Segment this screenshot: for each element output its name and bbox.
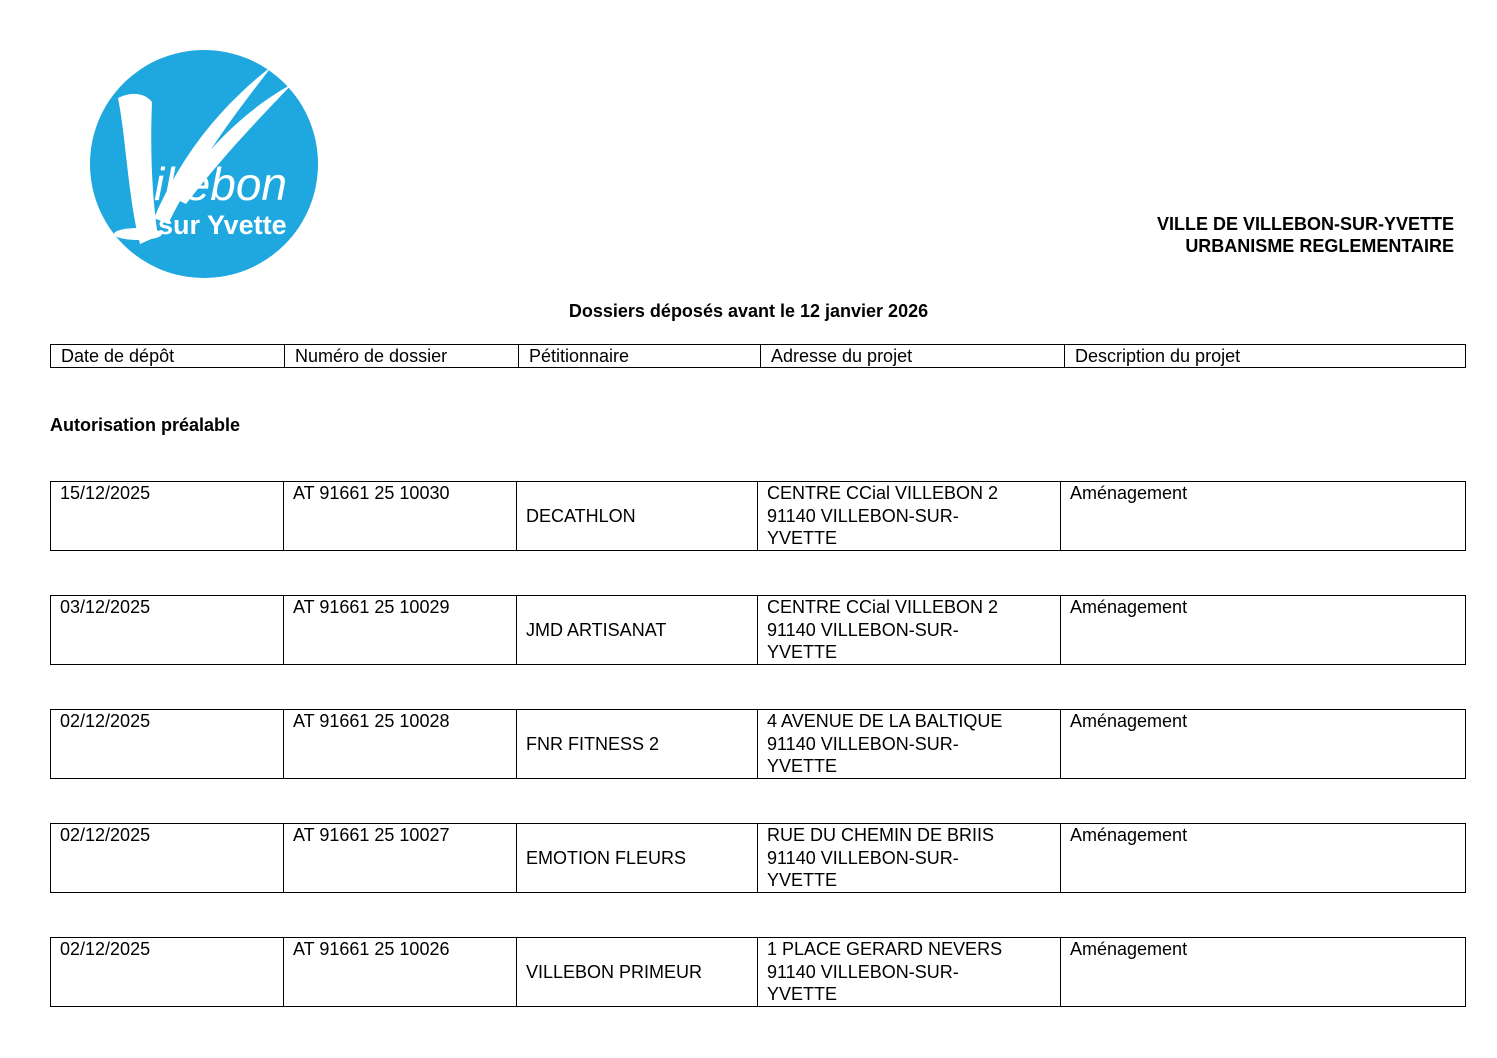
cell-numero: AT 91661 25 10026 [284, 938, 517, 1007]
header-petitionnaire: Pétitionnaire [519, 345, 761, 368]
address-line: RUE DU CHEMIN DE BRIIS [767, 825, 995, 845]
logo-text-villebon: illebon [154, 158, 287, 210]
address-line: 91140 VILLEBON-SUR- [767, 733, 959, 754]
dossier-table [50, 937, 1466, 1007]
cell-petitionnaire: JMD ARTISANAT [517, 596, 758, 665]
dossier-table [50, 481, 1466, 551]
section-title: Autorisation préalable [50, 415, 241, 435]
cell-numero: AT 91661 25 10029 [284, 596, 517, 665]
address-line: YVETTE [767, 528, 838, 548]
address-line: 91140 VILLEBON-SUR- [767, 505, 959, 526]
table-row [51, 596, 1466, 665]
header-description: Description du projet [1065, 345, 1466, 368]
logo-graphic [88, 48, 320, 280]
column-header-row [51, 345, 1466, 368]
cell-adresse [758, 938, 1061, 1007]
cell-description: Aménagement [1061, 482, 1466, 551]
address-line: YVETTE [767, 984, 838, 1004]
cell-petitionnaire: EMOTION FLEURS [517, 824, 758, 893]
header-numero: Numéro de dossier [285, 345, 519, 368]
cell-date: 03/12/2025 [51, 596, 284, 665]
cell-date: 02/12/2025 [51, 710, 284, 779]
table-row [51, 824, 1466, 893]
cell-date: 15/12/2025 [51, 482, 284, 551]
cell-description: Aménagement [1061, 824, 1466, 893]
address-line: YVETTE [767, 870, 838, 890]
dossier-table [50, 595, 1466, 665]
cell-adresse [758, 596, 1061, 665]
cell-description: Aménagement [1061, 596, 1466, 665]
cell-numero: AT 91661 25 10030 [284, 482, 517, 551]
dossier-table [50, 709, 1466, 779]
document-title: Dossiers déposés avant le 12 janvier 2026 [568, 301, 929, 321]
address-line: 91140 VILLEBON-SUR- [767, 847, 959, 868]
address-line: 1 PLACE GERARD NEVERS [767, 939, 1003, 959]
logo-text-sur-yvette: sur Yvette [158, 210, 287, 240]
cell-petitionnaire: DECATHLON [517, 482, 758, 551]
cell-adresse [758, 710, 1061, 779]
address-line: 4 AVENUE DE LA BALTIQUE [767, 711, 1003, 731]
cell-date: 02/12/2025 [51, 824, 284, 893]
table-row [51, 938, 1466, 1007]
organization-name: VILLE DE VILLEBON-SUR-YVETTE [1156, 214, 1454, 234]
address-line: 91140 VILLEBON-SUR- [767, 961, 959, 982]
column-header-table [50, 344, 1466, 368]
header-adresse: Adresse du projet [761, 345, 1065, 368]
table-row [51, 482, 1466, 551]
organization-header [1157, 213, 1454, 257]
address-line: YVETTE [767, 756, 838, 776]
cell-numero: AT 91661 25 10027 [284, 824, 517, 893]
address-line: CENTRE CCial VILLEBON 2 [767, 597, 999, 617]
address-line: 91140 VILLEBON-SUR- [767, 619, 959, 640]
cell-description: Aménagement [1061, 938, 1466, 1007]
cell-date: 02/12/2025 [51, 938, 284, 1007]
address-line: CENTRE CCial VILLEBON 2 [767, 483, 999, 503]
cell-numero: AT 91661 25 10028 [284, 710, 517, 779]
cell-description: Aménagement [1061, 710, 1466, 779]
cell-adresse [758, 482, 1061, 551]
villebon-logo [88, 48, 320, 280]
address-line: YVETTE [767, 642, 838, 662]
dossier-table [50, 823, 1466, 893]
cell-petitionnaire: VILLEBON PRIMEUR [517, 938, 758, 1007]
organization-department: URBANISME REGLEMENTAIRE [1185, 236, 1454, 256]
cell-adresse [758, 824, 1061, 893]
table-row [51, 710, 1466, 779]
header-date: Date de dépôt [51, 345, 285, 368]
cell-petitionnaire: FNR FITNESS 2 [517, 710, 758, 779]
